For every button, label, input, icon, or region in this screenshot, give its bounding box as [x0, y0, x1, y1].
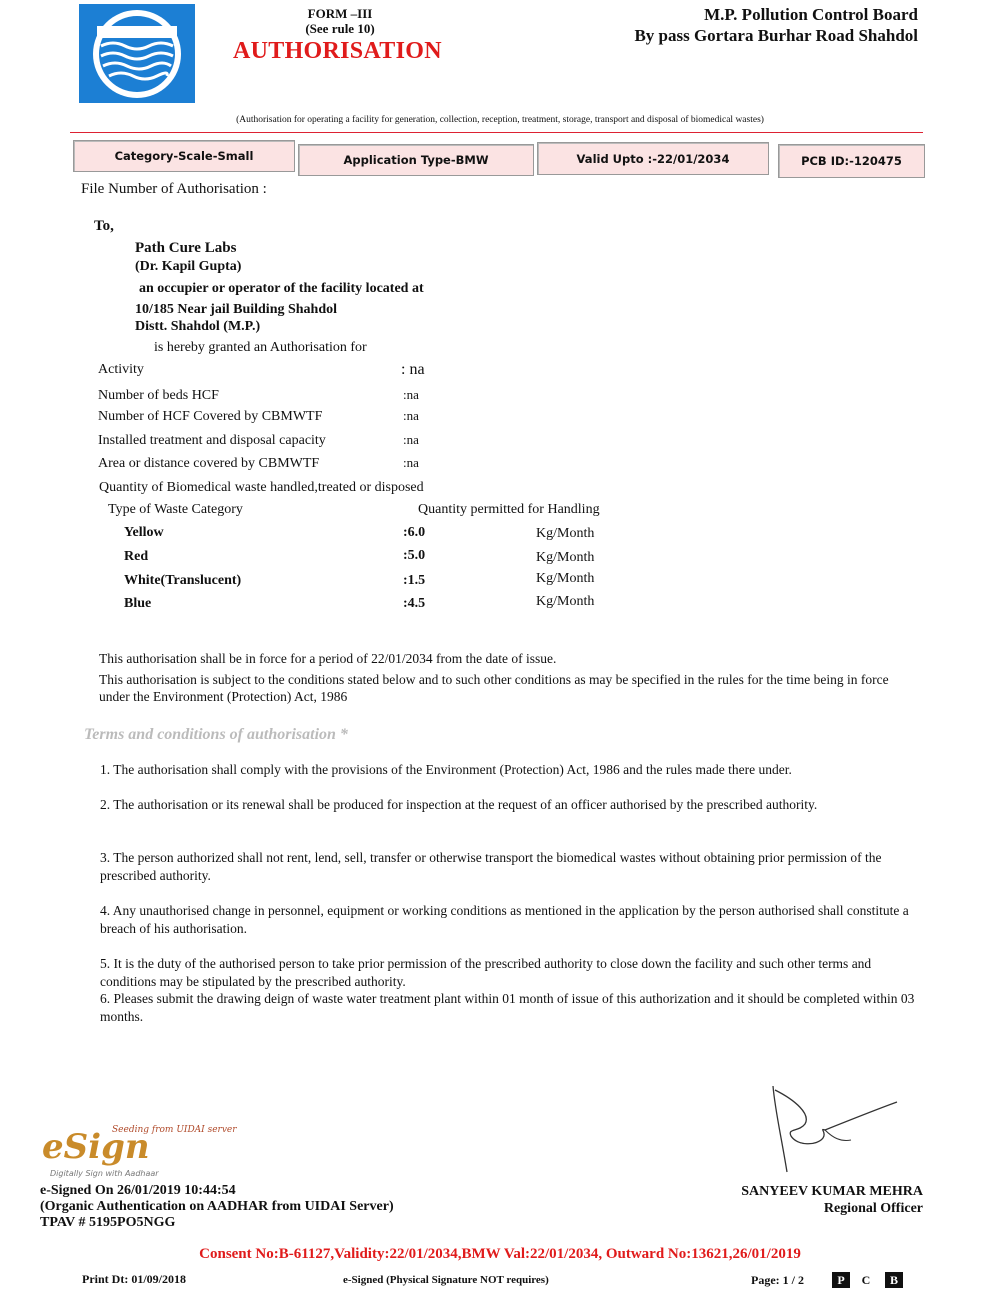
granted-text: is hereby granted an Authorisation for	[154, 340, 367, 355]
waste-qty: :4.5	[403, 596, 426, 611]
detail-label: Installed treatment and disposal capacity	[98, 433, 326, 448]
detail-value: :na	[403, 408, 419, 423]
waste-unit: Kg/Month	[536, 594, 595, 609]
application-type-box: Application Type-BMW	[298, 144, 534, 176]
page-marker-p: P	[832, 1272, 850, 1288]
waste-unit: Kg/Month	[536, 571, 595, 586]
officer-signature	[765, 1080, 905, 1175]
facility-name: Path Cure Labs	[135, 240, 237, 256]
header-divider	[70, 132, 923, 133]
valid-upto-box: Valid Upto :-22/01/2034	[537, 142, 769, 175]
mppcb-logo	[79, 4, 195, 103]
quantity-heading: Quantity of Biomedical waste handled,treated or disposed	[99, 480, 424, 495]
print-date: Print Dt: 01/09/2018	[82, 1272, 186, 1286]
esign-logo-sub: Digitally Sign with Aadhaar	[50, 1169, 159, 1178]
condition-item: 2. The authorisation or its renewal shall be produced for inspection at the request of an officer authorised by the prescribed authority.	[100, 797, 818, 812]
waste-type: Blue	[124, 596, 152, 611]
detail-label: Area or distance covered by CBMWTF	[98, 456, 320, 471]
board-address: By pass Gortara Burhar Road Shahdol	[634, 26, 918, 45]
waste-qty: :5.0	[403, 548, 426, 563]
form-number-block	[290, 6, 390, 36]
detail-value: :na	[403, 387, 419, 402]
page-number: Page: 1 / 2	[751, 1273, 804, 1287]
detail-value: :na	[403, 455, 419, 470]
esign-tpav: TPAV # 5195PO5NGG	[40, 1215, 176, 1230]
facility-person: (Dr. Kapil Gupta)	[135, 259, 242, 274]
form-number: FORM –III	[307, 6, 373, 21]
pcb-id-box: PCB ID:-120475	[778, 144, 925, 178]
detail-value: : na	[401, 361, 425, 378]
esign-block	[40, 1183, 394, 1231]
waste-type: Yellow	[124, 525, 164, 540]
waste-unit: Kg/Month	[536, 550, 595, 565]
page-marker-b: B	[885, 1272, 903, 1288]
board-info	[634, 4, 918, 46]
terms-heading: Terms and conditions of authorisation *	[84, 726, 348, 743]
condition-item: 1. The authorisation shall comply with the provisions of the Environment (Protection) Act, 1986 and the rules made there under.	[100, 762, 792, 777]
force-paragraph: This authorisation shall be in force for a period of 22/01/2034 from the date of issue.	[99, 651, 557, 666]
waste-type: Red	[124, 549, 149, 564]
esigned-note: e-Signed (Physical Signature NOT requires)	[343, 1274, 549, 1286]
waste-type: White(Translucent)	[124, 573, 242, 588]
page-marker-c: C	[861, 1272, 871, 1287]
to-label: To,	[94, 218, 114, 234]
document-title: AUTHORISATION	[233, 38, 442, 64]
waste-unit: Kg/Month	[536, 526, 595, 541]
file-number-label: File Number of Authorisation :	[81, 181, 267, 197]
officer-name: SANYEEV KUMAR MEHRA	[741, 1184, 923, 1199]
officer-block	[741, 1183, 923, 1217]
waste-qty: :6.0	[403, 525, 426, 540]
consent-line: Consent No:B-61127,Validity:22/01/2034,BMW Val:22/01/2034, Outward No:13621,26/01/2019	[199, 1246, 801, 1262]
esign-auth: (Organic Authentication on AADHAR from UIDAI Server)	[40, 1199, 394, 1214]
esign-logo-tagline: Seeding from UIDAI server	[112, 1125, 237, 1135]
category-box: Category-Scale-Small	[73, 140, 295, 172]
detail-label: Number of beds HCF	[98, 388, 219, 403]
officer-title: Regional Officer	[823, 1201, 923, 1216]
waste-col-quantity: Quantity permitted for Handling	[418, 502, 600, 517]
waste-qty: :1.5	[403, 573, 426, 588]
board-name: M.P. Pollution Control Board	[704, 5, 918, 24]
condition-item: 6. Pleases submit the drawing deign of waste water treatment plant within 01 month of issue of this authorization and it should be completed within 03 months.	[100, 991, 915, 1024]
condition-item: 5. It is the duty of the authorised person to take prior permission of the prescribed authority to close down the facility and such other terms and conditions may be stipulated by the prescribed authority.	[100, 956, 872, 989]
document-subtitle: (Authorisation for operating a facility for generation, collection, reception, treatment, storage, transport and disposal of biomedical wastes)	[236, 115, 764, 125]
facility-address-1: 10/185 Near jail Building Shahdol	[135, 302, 338, 317]
waste-col-type: Type of Waste Category	[108, 502, 243, 517]
esign-date: e-Signed On 26/01/2019 10:44:54	[40, 1183, 236, 1198]
detail-label: Number of HCF Covered by CBMWTF	[98, 409, 323, 424]
form-rule: (See rule 10)	[305, 21, 375, 36]
detail-label: Activity	[98, 362, 144, 377]
facility-address-2: Distt. Shahdol (M.P.)	[135, 319, 261, 334]
occupier-text: an occupier or operator of the facility located at	[139, 281, 424, 296]
esign-logo-text: eSign	[42, 1127, 150, 1167]
subject-paragraph: This authorisation is subject to the conditions stated below and to such other conditions as may be specified in the rules for the time being in force under the Environment (Protection) Act, 1986	[99, 672, 889, 704]
condition-item: 4. Any unauthorised change in personnel, equipment or working conditions as mentioned in the application by the person authorised shall constitute a breach of his authorisation.	[100, 903, 909, 936]
condition-item: 3. The person authorized shall not rent, lend, sell, transfer or otherwise transport the biomedical wastes without obtaining prior permission of the prescribed authority.	[100, 850, 882, 883]
detail-value: :na	[403, 432, 419, 447]
esign-logo	[40, 1118, 237, 1180]
